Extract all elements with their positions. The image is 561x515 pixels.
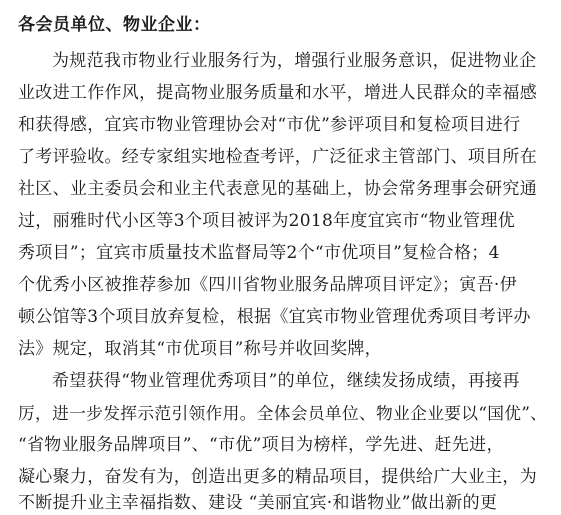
paragraph-2-line-5: 不断提升业主幸福指数、建设 “美丽宜宾·和谐物业”做出新的更: [18, 493, 498, 513]
paragraph-1-line-2: 业改进工作作风，提高物业服务质量和水平，增进人民群众的幸福感: [18, 83, 537, 103]
paragraph-1-line-9: 顿公馆等3个项目放弃复检，根据《宜宾市物业管理优秀项目考评办: [18, 307, 531, 327]
paragraph-1-line-5: 社区、业主委员会和业主代表意见的基础上，协会常务理事会研究通: [18, 179, 537, 199]
paragraph-1-line-6: 过，丽雅时代小区等3个项目被评为2018年度宜宾市“物业管理优: [18, 211, 516, 231]
salutation: 各会员单位、物业企业：: [18, 15, 211, 35]
paragraph-2-line-4: 凝心聚力，奋发有为，创造出更多的精品项目，提供给广大业主，为: [18, 467, 537, 487]
paragraph-1-line-8: 个优秀小区被推荐参加《四川省物业服务品牌项目评定》；寅吾·伊: [18, 275, 517, 295]
paragraph-2-line-2: 厉，进一步发挥示范引领作用。全体会员单位、物业企业要以“国优”、: [18, 403, 548, 423]
paragraph-1-line-1: 为规范我市物业行业服务行为，增强行业服务意识，促进物业企: [52, 51, 537, 71]
paragraph-1-line-4: 了考评验收。经专家组实地检查考评，广泛征求主管部门、项目所在: [18, 147, 537, 167]
paragraph-2-line-3: “省物业服务品牌项目”、“市优”项目为榜样，学先进、赶先进，: [18, 435, 504, 455]
paragraph-2-line-1: 希望获得“物业管理优秀项目”的单位，继续发扬成绩，再接再: [52, 371, 520, 391]
paragraph-1-line-10: 法》规定，取消其“市优项目”称号并收回奖牌，: [18, 339, 382, 359]
paragraph-1-line-7: 秀项目”；宜宾市质量技术监督局等2个“市优项目”复检合格；4: [18, 243, 500, 263]
paragraph-1-line-3: 和获得感，宜宾市物业管理协会对“市优”参评项目和复检项目进行: [18, 115, 521, 135]
